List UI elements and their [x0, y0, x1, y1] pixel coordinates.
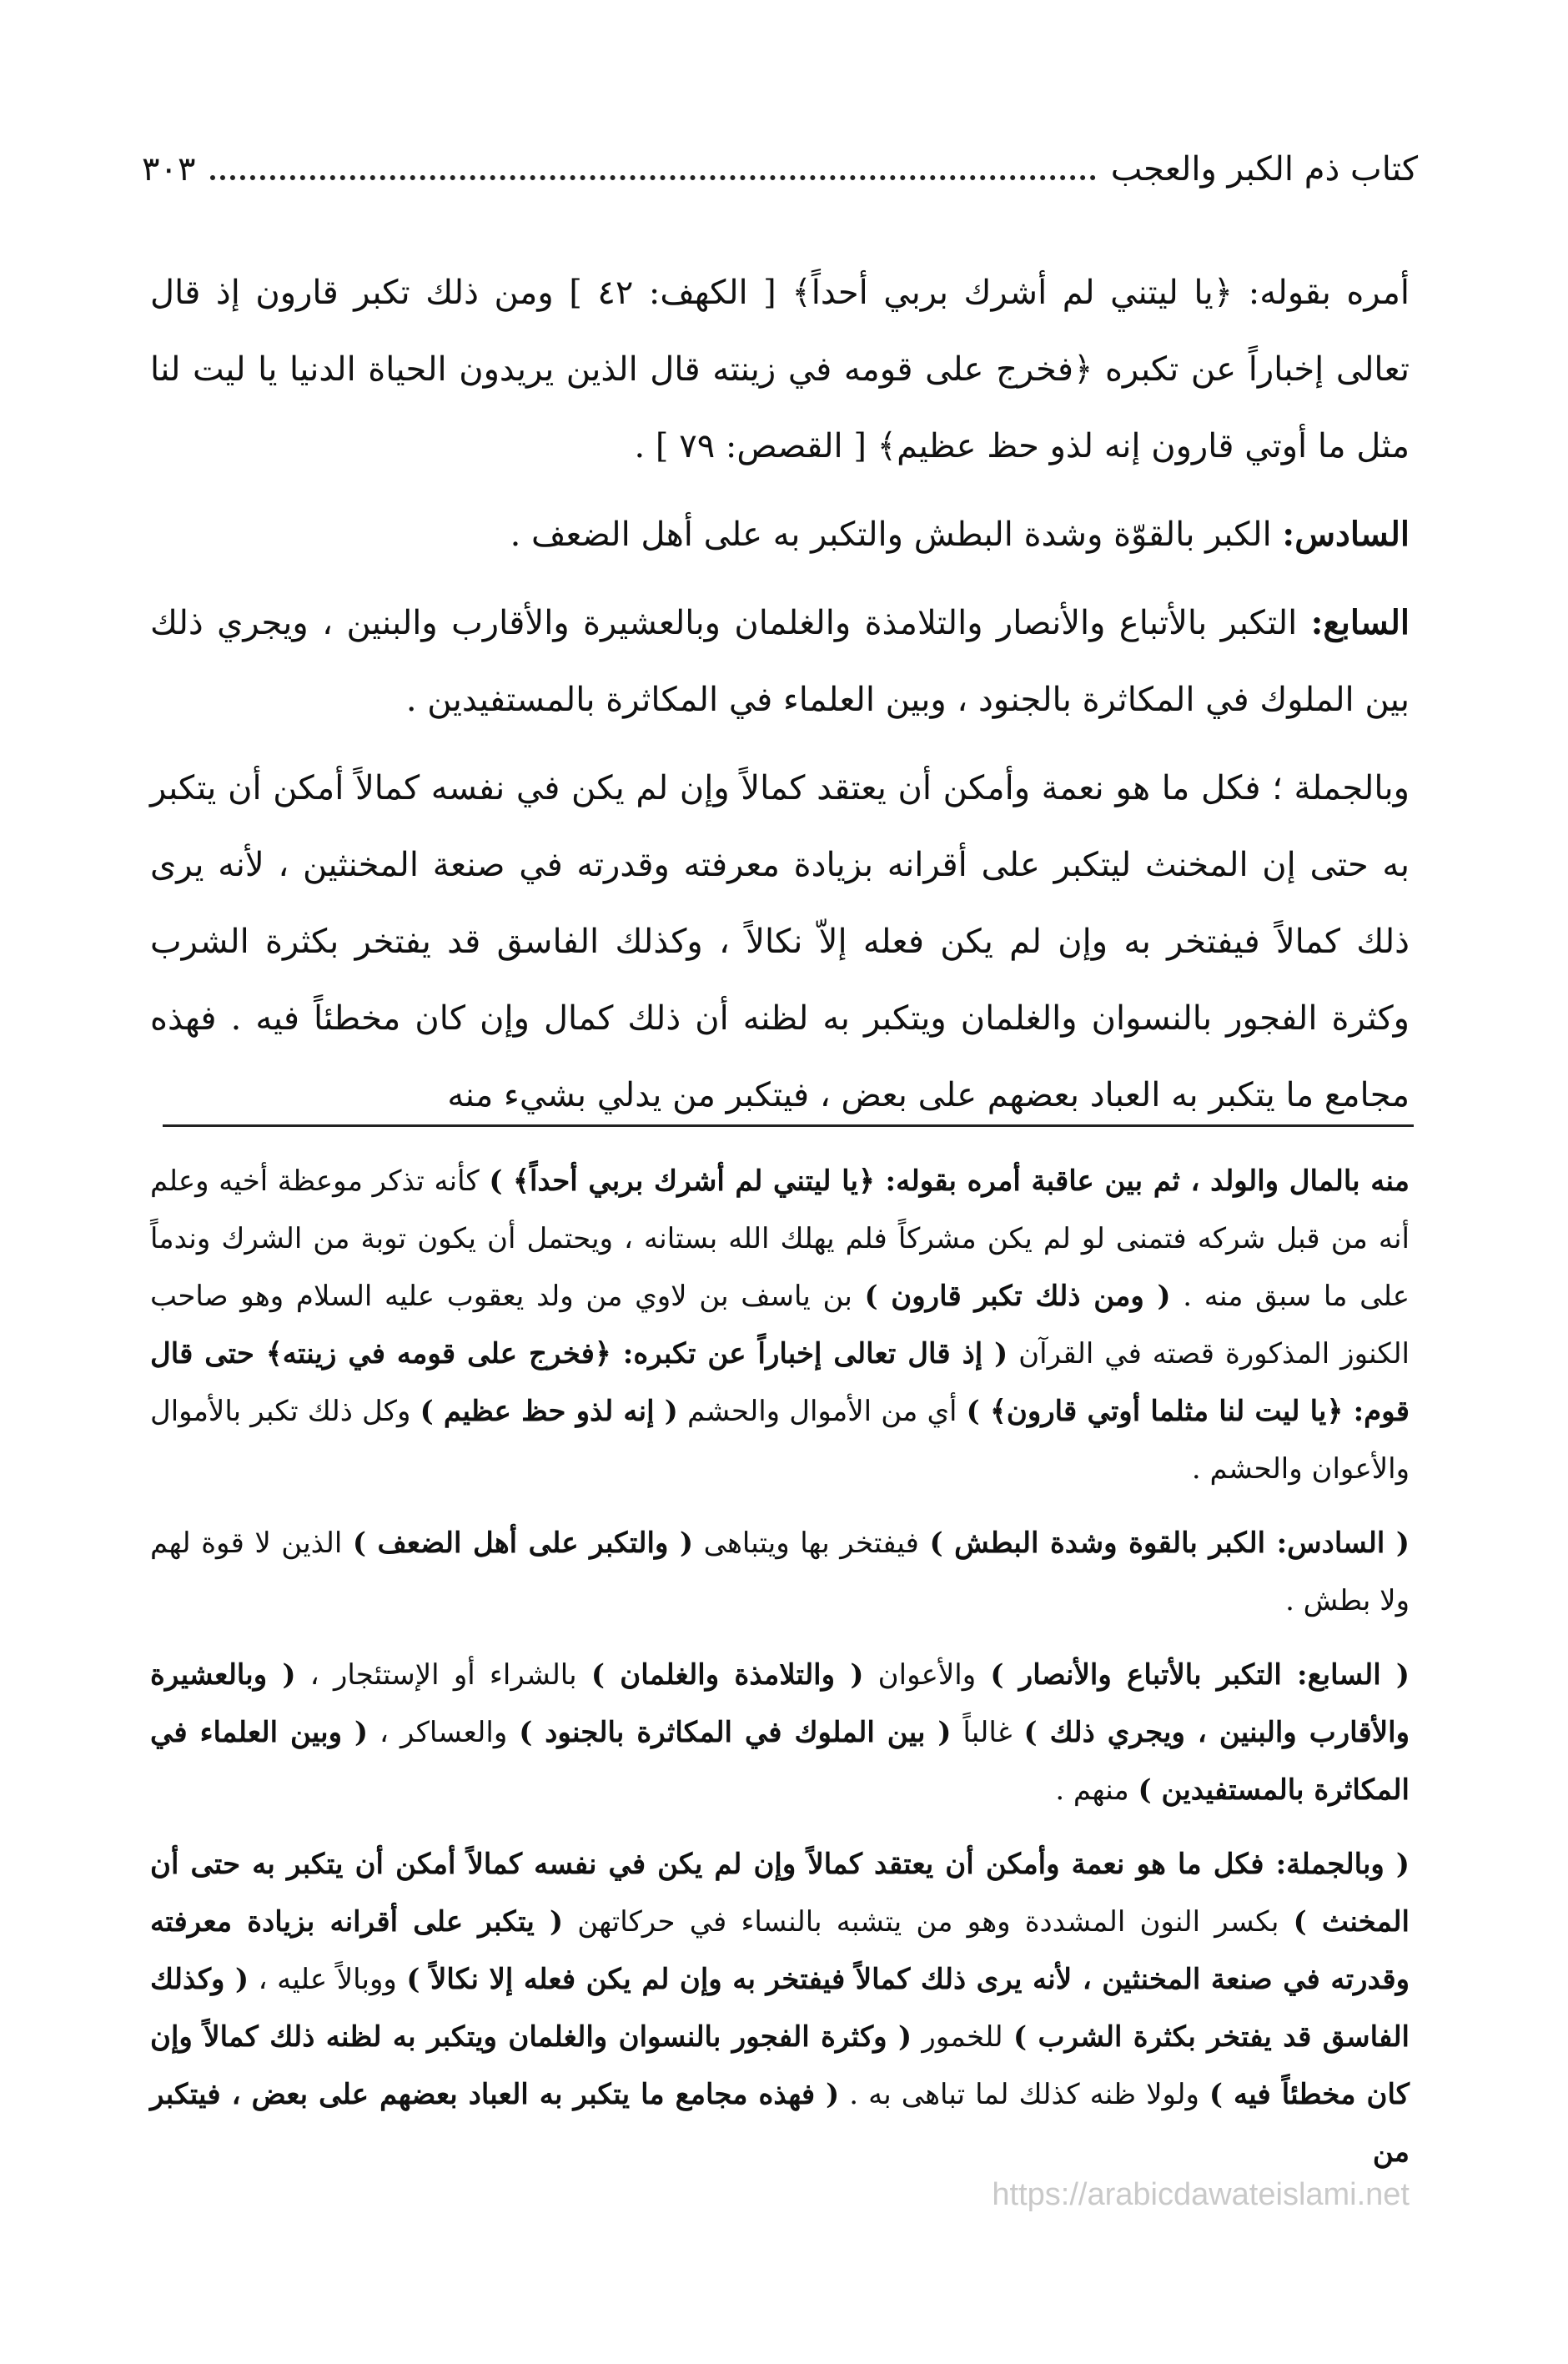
commentary-paragraph-1: منه بالمال والولد ، ثم بين عاقبة أمره بقوله: ﴿يا ليتني لم أشرك بربي أحداً﴾ ) كأنه تذكر موعظة أخيه وعلم أنه من قبل شركه فتمنى لو لم يكن مشركاً فلم يهلك الله بستانه ، ويحتمل أن يكون توبة من الشرك وندماً على ما سبق منه . ( ومن ذلك تكبر قارون ) بن ياسف بن لاوي من ولد يعقوب عليه السلام وهو صاحب الكنوز المذكورة قصته في القرآن ( إذ قال تعالى إخباراً عن تكبره: ﴿فخرج على قومه في زينته﴾ حتى قال قوم: ﴿يا ليت لنا مثلما أوتي قارون﴾ ) أي من الأموال والحشم ( إنه لذو حظ عظيم ) وكل ذلك تكبر بالأموال والأعوان والحشم . [150, 1164, 1410, 1486]
footnote-separator [163, 1124, 1414, 1127]
chapter-title: كتاب ذم الكبر والعجب [1110, 150, 1418, 189]
running-header [142, 140, 1418, 199]
main-paragraph-1: أمره بقوله: ﴿يا ليتني لم أشرك بربي أحداً﴾ [ الكهف: ٤٢ ] ومن ذلك تكبر قارون إذ قال تعالى إخباراً عن تكبره ﴿فخرج على قومه في زينته قال الذين يريدون الحياة الدنيا يا ليت لنا مثل ما أوتي قارون إنه لذو حظ عظيم﴾ [ القصص: ٧٩ ] . [150, 274, 1410, 465]
page-number: ٣٠٣ [142, 150, 196, 189]
section-label-sixth: السادس: [1282, 515, 1410, 554]
commentary-paragraph-2: ( السادس: الكبر بالقوة وشدة البطش ) فيفتخر بها ويتباهى ( والتكبر على أهل الضعف ) الذين لا قوة لهم ولا بطش . [150, 1527, 1410, 1617]
commentary-section [150, 1153, 1410, 2181]
watermark-url: https://arabicdawateislami.net [992, 2177, 1410, 2212]
main-text [150, 254, 1410, 1134]
commentary-paragraph-4: ( وبالجملة: فكل ما هو نعمة وأمكن أن يعتقد كمالاً وإن لم يكن في نفسه كمالاً أمكن أن يتكبر به حتى أن المخنث ) بكسر النون المشددة وهو من يتشبه بالنساء في حركاتهن ( يتكبر على أقرانه بزيادة معرفته وقدرته في صنعة المخنثين ، لأنه يرى ذلك كمالاً فيفتخر به وإن لم يكن فعله إلا نكالاً ) ووبالاً عليه ، ( وكذلك الفاسق قد يفتخر بكثرة الشرب ) للخمور ( وكثرة الفجور بالنسوان والغلمان ويتكبر به لظنه ذلك كمالاً وإن كان مخطئاً فيه ) ولولا ظنه كذلك لما تباهى به . ( فهذه مجامع ما يتكبر به العباد بعضهم على بعض ، فيتكبر من [150, 1848, 1410, 2169]
main-paragraph-4: وبالجملة ؛ فكل ما هو نعمة وأمكن أن يعتقد كمالاً وإن لم يكن في نفسه كمالاً أمكن أن يتكبر به حتى إن المخنث ليتكبر على أقرانه بزيادة معرفته وقدرته في صنعة المخنثين ، لأنه يرى ذلك كمالاً فيفتخر به وإن لم يكن فعله إلاّ نكالاً ، وكذلك الفاسق قد يفتخر بكثرة الشرب وكثرة الفجور بالنسوان والغلمان ويتكبر به لظنه أن ذلك كمال وإن كان مخطئاً فيه . فهذه مجامع ما يتكبر به العباد بعضهم على بعض ، فيتكبر من يدلي بشيء منه [150, 769, 1410, 1114]
section-label-seventh: السابع: [1310, 603, 1410, 642]
commentary-paragraph-3: ( السابع: التكبر بالأتباع والأنصار ) والأعوان ( والتلامذة والغلمان ) بالشراء أو الإستئجار ، ( وبالعشيرة والأقارب والبنين ، ويجري ذلك ) غالباً ( بين الملوك في المكاثرة بالجنود ) والعساكر ، ( وبين العلماء في المكاثرة بالمستفيدين ) منهم . [150, 1658, 1410, 1807]
main-paragraph-3: السابع: التكبر بالأتباع والأنصار والتلامذة والغلمان وبالعشيرة والأقارب والبنين ، ويجري ذلك بين الملوك في المكاثرة بالجنود ، وبين العلماء في المكاثرة بالمستفيدين . [150, 603, 1410, 719]
header-dot-leader [210, 175, 1095, 180]
main-paragraph-2: السادس: الكبر بالقوّة وشدة البطش والتكبر به على أهل الضعف . [510, 515, 1410, 554]
